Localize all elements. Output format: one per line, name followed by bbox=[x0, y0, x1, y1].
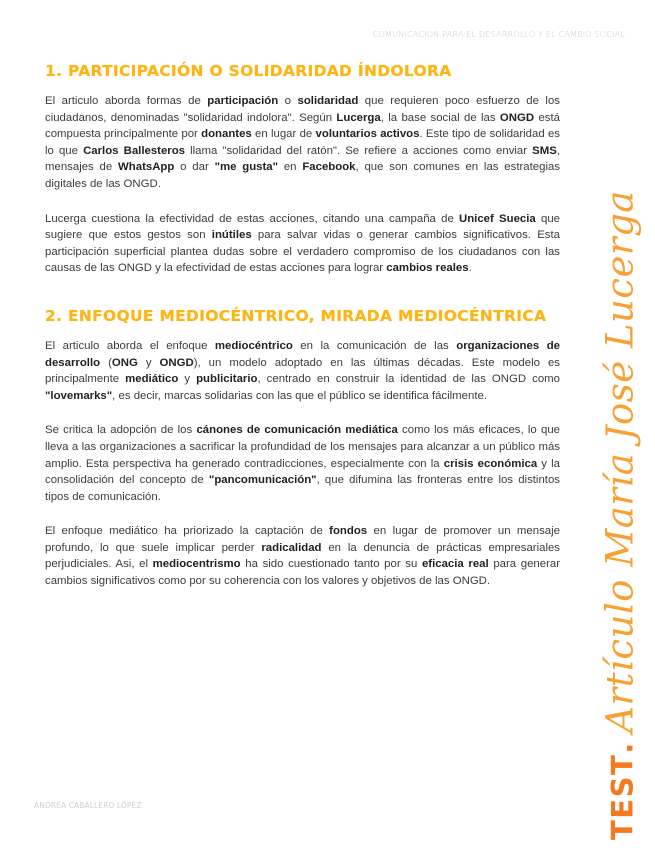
text-run: en lugar de bbox=[251, 128, 316, 141]
text-run: o bbox=[278, 95, 298, 107]
bold-term: mediocentrismo bbox=[152, 558, 241, 571]
bold-term: fondos bbox=[329, 525, 368, 538]
text-run: ), un modelo adoptado en las últimas décadas. Este modelo es principalmente bbox=[45, 356, 560, 386]
vertical-title-script: Artículo María José Lucerga bbox=[598, 190, 642, 733]
running-header: COMUNICACION PARA EL DESARROLLO Y EL CAMBIO SOCIAL bbox=[372, 29, 625, 39]
text-run: y la consolidación del concepto de bbox=[45, 457, 560, 487]
bold-term: Unicef Suecia bbox=[459, 212, 536, 225]
text-run: El enfoque mediático ha priorizado la captación de bbox=[45, 525, 330, 538]
section-1-paragraph-1 bbox=[45, 93, 560, 193]
text-run: que requieren poco esfuerzo de los ciudadanos, denominadas "solidaridad indolora". Según bbox=[45, 95, 560, 124]
text-run: . bbox=[468, 262, 472, 275]
bold-term: publicitario bbox=[196, 373, 258, 386]
document-body bbox=[45, 60, 560, 590]
text-run: El articulo aborda formas de bbox=[45, 95, 208, 107]
text-run: , que difumina las fronteras entre los distintos tipos de comunicación. bbox=[45, 474, 560, 503]
text-run: llama "solidaridad del ratón". Se refiere a acciones como enviar bbox=[185, 144, 533, 157]
bold-term: donantes bbox=[201, 128, 252, 141]
text-run: y bbox=[178, 373, 197, 386]
bold-term: ONG bbox=[111, 356, 138, 369]
vertical-title-dot: . bbox=[605, 742, 640, 754]
bold-term: cánones de comunicación mediática bbox=[196, 424, 398, 437]
bold-term: Lucerga bbox=[336, 111, 381, 124]
section-1-heading: 1. PARTICIPACIÓN O SOLIDARIDAD ÍNDOLORA bbox=[45, 62, 452, 80]
bold-term: crisis económica bbox=[443, 457, 538, 470]
text-run: en bbox=[278, 161, 303, 174]
bold-term: ONGD bbox=[499, 111, 535, 124]
text-run: que sugiere que estos gestos son bbox=[45, 212, 560, 242]
section-2-paragraph-2 bbox=[45, 422, 560, 505]
bold-term: cambios reales bbox=[386, 262, 469, 275]
text-run: o dar bbox=[174, 161, 215, 174]
bold-term: WhatsApp bbox=[118, 161, 175, 174]
section-1-paragraph-2 bbox=[45, 211, 560, 277]
text-run: , mensajes de bbox=[45, 144, 561, 174]
text-run: como los más eficaces, lo que lleva a las organizaciones a sacrificar la profundidad de los mensajes para alcanzar a un público más amplio. Esta perspectiva ha generado contradicciones, especialmente con la bbox=[45, 424, 560, 470]
vertical-title bbox=[599, 190, 642, 840]
bold-term: eficacia real bbox=[421, 558, 489, 571]
text-run: está compuesta principalmente por bbox=[45, 111, 560, 141]
text-run: , la base social de las bbox=[380, 111, 500, 124]
bold-term: Carlos Ballesteros bbox=[83, 144, 186, 157]
bold-term: ONGD bbox=[159, 356, 194, 369]
bold-term: "lovemarks" bbox=[45, 389, 113, 402]
text-run: ( bbox=[100, 356, 112, 369]
bold-term: mediático bbox=[125, 373, 179, 386]
text-run: para generar cambios significativos como por su coherencia con los valores y objetivos de las ONGD. bbox=[45, 558, 561, 588]
text-run: , centrado en construir la identidad de las ONGD como bbox=[257, 373, 560, 386]
section-2-heading: 2. ENFOQUE MEDIOCÉNTRICO, MIRADA MEDIOCÉNTRICA bbox=[45, 306, 547, 325]
text-run: , que son comunes en las estrategias digitales de las ONGD. bbox=[45, 161, 561, 190]
vertical-title-prefix: TEST bbox=[605, 753, 640, 840]
bold-term: "pancomunicación" bbox=[208, 474, 317, 487]
text-run: El articulo aborda el enfoque bbox=[45, 339, 215, 352]
text-run: en la comunicación de las bbox=[292, 339, 457, 352]
bold-term: mediocéntrico bbox=[214, 339, 293, 352]
footer-author: ANDREA CABALLERO LÓPEZ bbox=[34, 801, 142, 810]
bold-term: SMS bbox=[532, 144, 557, 157]
text-run: , es decir, marcas solidarias con las que el público se identifica fácilmente. bbox=[112, 389, 487, 402]
bold-term: voluntarios activos bbox=[315, 128, 420, 141]
bold-term: inútiles bbox=[211, 229, 252, 242]
text-run: Lucerga cuestiona la efectividad de estas acciones, citando una campaña de bbox=[45, 212, 459, 225]
text-run: . Este tipo de solidaridad es lo que bbox=[45, 128, 561, 157]
bold-term: radicalidad bbox=[261, 541, 322, 554]
text-run: en lugar de promover un mensaje profundo, lo que suele implicar perder bbox=[45, 525, 560, 554]
text-run: y bbox=[137, 356, 160, 369]
text-run: para salvar vidas o generar cambios significativos. Esta participación superficial plantea dudas sobre el verdadero compromiso de los ciudadanos con las causas de las ONGD y la efectividad de estas acciones para lograr bbox=[45, 229, 560, 275]
bold-term: Facebook bbox=[302, 161, 356, 174]
bold-term: solidaridad bbox=[297, 95, 359, 107]
text-run: ha sido cuestionado tanto por su bbox=[240, 558, 422, 571]
bold-term: "me gusta" bbox=[214, 161, 279, 174]
bold-term: organizaciones de desarrollo bbox=[45, 339, 560, 369]
bold-term: participación bbox=[207, 95, 279, 107]
section-2-paragraph-3 bbox=[45, 523, 560, 589]
section-2-paragraph-1 bbox=[45, 338, 560, 404]
text-run: Se critica la adopción de los bbox=[45, 424, 197, 437]
text-run: en la denuncia de prácticas empresariales perjudiciales. Asi, el bbox=[45, 541, 561, 571]
